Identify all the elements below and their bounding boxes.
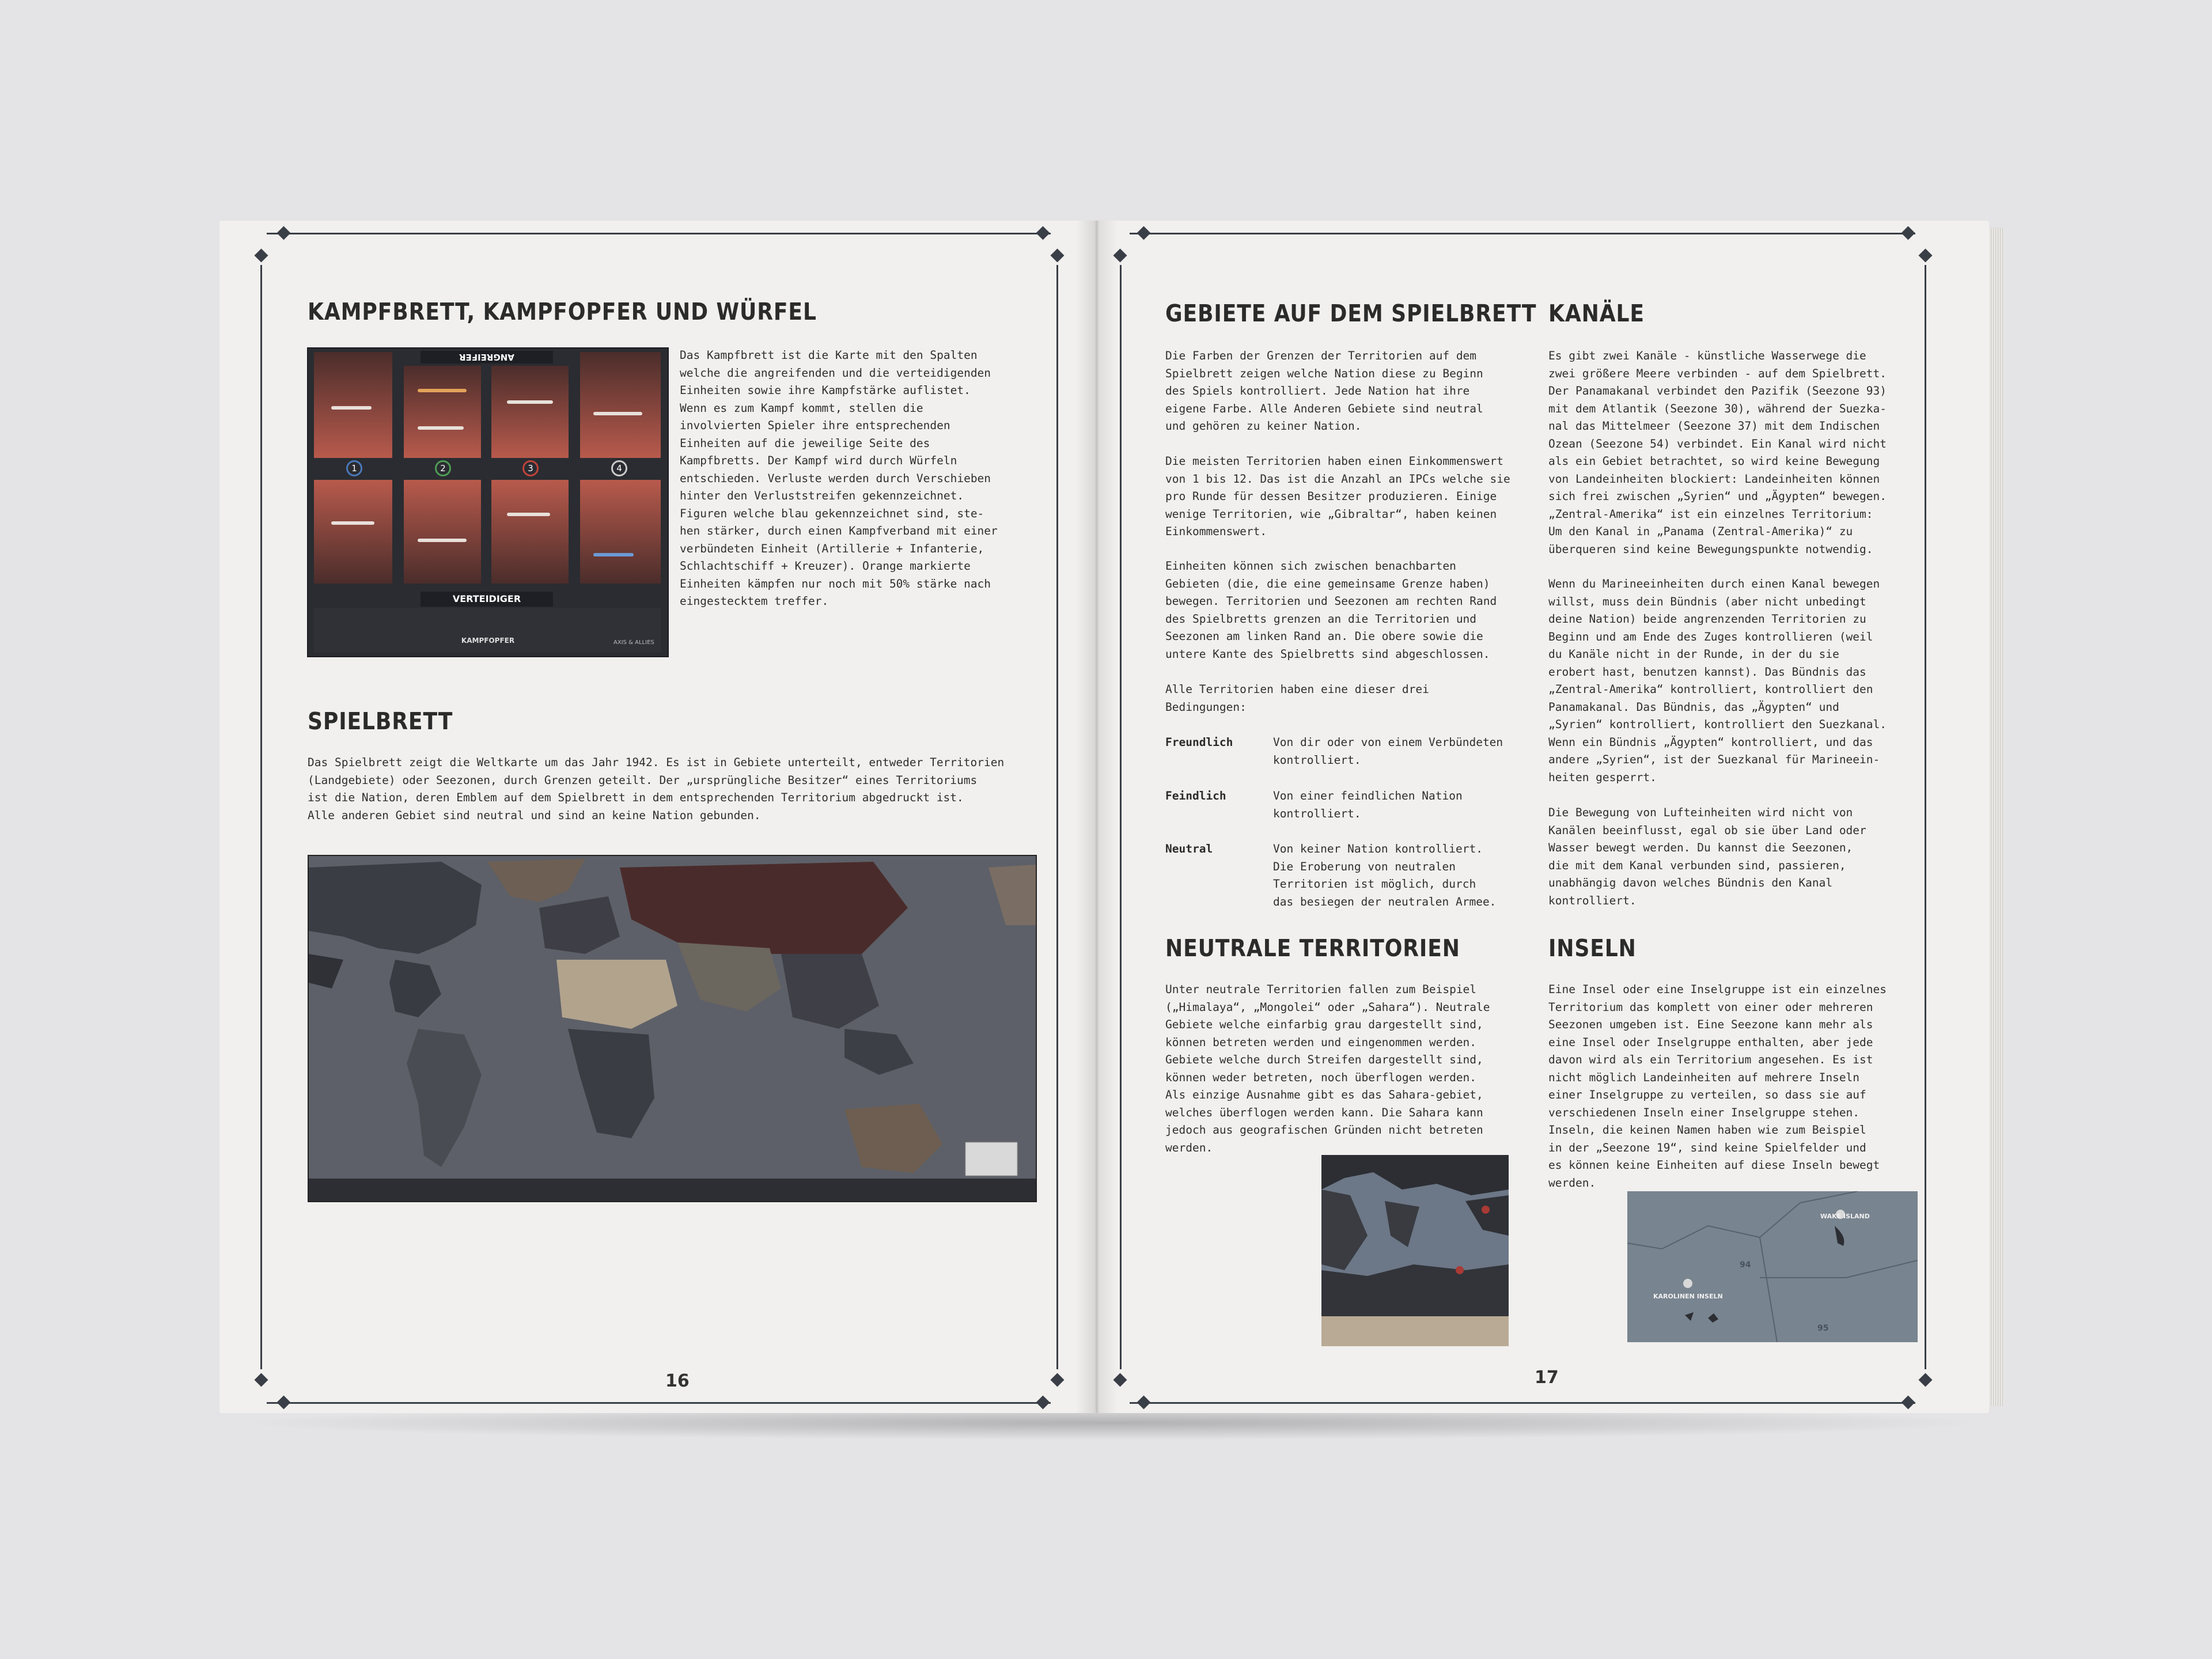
- map-label-wake-island: WAKE ISLAND: [1820, 1213, 1870, 1220]
- kampfbrett-top-label: ANGREIFER: [421, 351, 553, 363]
- frame-top-line: [267, 233, 1051, 234]
- section-title-neutrale: NEUTRALE TERRITORIEN: [1165, 934, 1460, 962]
- kampfbrett-defense-column: [491, 480, 569, 584]
- page-number-left: 16: [665, 1371, 690, 1391]
- section-title-spielbrett: SPIELBRETT: [308, 707, 453, 735]
- kampfbrett-attack-column: [314, 352, 392, 458]
- kampfbrett-number: 2: [435, 460, 451, 476]
- neutrale-description: Unter neutrale Territorien fallen zum Beispiel („Himalaya“, „Mongolei“ oder „Sahara“). Neutrale Gebiete welche einfarbig grau dargestellt sind, können betreten werden und eingenommen werden. Gebiete welche durch Streifen dargestellt sind, können weder betreten, noch überflogen werden. Als einzige Ausnahme gibt es das Sahara-gebiet, welches überflogen werden kann. Die Sahara kann jedoch aus geografischen Gründen nicht betreten werden.: [1165, 983, 1490, 1154]
- map-label-karolinen: KAROLINEN INSELN: [1653, 1293, 1723, 1300]
- pacific-islands-map-image: [1627, 1191, 1918, 1342]
- inseln-description: Eine Insel oder eine Inselgruppe ist ein einzelnes Territorium das komplett von einer oder mehreren Seezonen umgeben ist. Eine Seezone kann mehr als eine Insel oder Inselgruppe enthalten, aber jede davon wird als ein Territorium angesehen. Es ist nicht möglich Landeinheiten auf mehrere Inseln einer Inselgruppe zu verteilen, so dass sie auf verschiedenen Inseln einer Inselgruppe stehen. Inseln, die keinen Namen haben wie zum Beispiel in der „Seezone 19“, sind keine Spielfelder und es können keine Einheiten auf diese Inseln bewegt werden.: [1548, 983, 1887, 1190]
- gebiete-paragraph-1: Die Farben der Grenzen der Territorien auf dem Spielbrett zeigen welche Nation diese zu Beginn des Spiels kontrolliert. Jede Nation hat ihre eigene Farbe. Alle Anderen Gebiete sind neutral und gehören zu keiner Nation.: [1165, 349, 1483, 433]
- frame-top-line: [1130, 233, 1915, 234]
- unit-silhouette: [418, 389, 467, 392]
- kampfbrett-attack-column: [491, 366, 569, 458]
- kampfbrett-bottom-label: VERTEIDIGER: [421, 592, 553, 607]
- world-map-graphic: [309, 856, 1036, 1201]
- section-title-kampfbrett: KAMPFBRETT, KAMPFOPFER UND WÜRFEL: [308, 298, 817, 325]
- section-title-gebiete: GEBIETE AUF DEM SPIELBRETT: [1165, 300, 1537, 327]
- spielbrett-description: Das Spielbrett zeigt die Weltkarte um das Jahr 1942. Es ist in Gebiete unterteilt, entweder Territorien (Landgebiete) oder Seezonen, durch Grenzen geteilt. Der „ursprüngliche Besitzer“ eines Territoriums ist die Nation, deren Emblem auf dem Spielbrett in dem entsprechenden Territorium abgedruckt ist. Alle anderen Gebiet sind neutral und sind an keine Nation gebunden.: [308, 756, 1005, 822]
- pacific-map-graphic: [1627, 1191, 1918, 1342]
- frame-bottom-line: [267, 1402, 1051, 1404]
- map-label-seezone: 94: [1740, 1260, 1751, 1270]
- unit-silhouette: [593, 553, 634, 556]
- unit-silhouette: [331, 406, 372, 410]
- kanaele-paragraph-3: Die Bewegung von Lufteinheiten wird nicht von Kanälen beeinflusst, egal ob sie über Land oder Wasser bewegt werden. Du kannst die Seezonen, die mit dem Kanal verbunden sind, passieren, unabhängig davon welches Bündnis den Kanal kontrolliert.: [1548, 806, 1866, 907]
- kampfbrett-attack-column: [404, 366, 481, 458]
- world-map-image: [308, 855, 1037, 1202]
- unit-silhouette: [331, 521, 374, 525]
- kampfopfer-area: [314, 608, 661, 653]
- mediterranean-map-image: [1321, 1155, 1509, 1346]
- condition-term: Freundlich: [1165, 736, 1233, 749]
- frame-right-line: [1056, 265, 1058, 1369]
- page-stack-edge: [1989, 228, 2004, 1406]
- condition-definition: Von keiner Nation kontrolliert. Die Eroberung von neutralen Territorien ist möglich, durch das besiegen der neutralen Armee.: [1273, 842, 1497, 908]
- unit-silhouette: [507, 513, 550, 516]
- condition-term: Neutral: [1165, 842, 1213, 855]
- kampfopfer-label: KAMPFOPFER: [461, 637, 515, 645]
- section-title-inseln: INSELN: [1548, 934, 1637, 962]
- unit-silhouette: [418, 426, 464, 430]
- game-logo: AXIS & ALLIES: [613, 639, 654, 646]
- kanaele-paragraph-2: Wenn du Marineeinheiten durch einen Kanal bewegen willst, muss dein Bündnis (aber nicht unbedingt deine Nation) beide angrenzenden Territorien zu Beginn und am Ende des Zuges kontrollieren (weil du Kanäle nicht in der Runde, in der du sie erobert hast, benutzen kannst). Das Bündnis das „Zentral-Amerika“ kontrolliert, kontrolliert den Panamakanal. Das Bündnis, das „Ägypten“ und „Syrien“ kontrolliert, kontrolliert den Suezkanal. Wenn ein Bündnis „Ägypten“ kontrolliert, und das andere „Syrien“, ist der Suezkanal für Marineein- heiten gesperrt.: [1548, 577, 1887, 784]
- kampfbrett-defense-column: [404, 480, 481, 584]
- unit-silhouette: [418, 539, 467, 542]
- condition-definition: Von einer feindlichen Nation kontrolliert.: [1273, 789, 1463, 820]
- condition-definition: Von dir oder von einem Verbündeten kontrolliert.: [1273, 736, 1503, 767]
- kampfbrett-defense-column: [314, 480, 392, 584]
- kampfbrett-description: Das Kampfbrett ist die Karte mit den Spalten welche die angreifenden und die verteidigenden Einheiten sowie ihre Kampfstärke auflistet. Wenn es zum Kampf kommt, stellen die involvierten Spieler ihre entsprechenden Einheiten auf die jeweilige Seite des Kampfbretts. Der Kampf wird durch Würfeln entschieden. Verluste werden durch Verschieben hinter den Verluststreifen gekennzeichnet. Figuren welche blau gekennzeichnet sind, ste- hen stärker, durch einen Kampfverband mit einer verbündeten Einheit (Artillerie + Infanterie, Schlachtschiff + Kreuzer). Orange markierte Einheiten kämpfen nur noch mit 50% stärke nach eingestecktem treffer.: [680, 349, 998, 608]
- page-number-right: 17: [1535, 1368, 1559, 1388]
- frame-right-line: [1925, 265, 1926, 1369]
- unit-silhouette: [593, 412, 642, 415]
- condition-term: Feindlich: [1165, 789, 1226, 802]
- mediterranean-map-graphic: [1321, 1155, 1509, 1346]
- gebiete-paragraph-2: Die meisten Territorien haben einen Einkommenswert von 1 bis 12. Das ist die Anzahl an IPCs welche sie pro Runde für dessen Besitzer produzieren. Einige wenige Territorien, wie „Gibraltar“, haben keinen Einkommenswert.: [1165, 454, 1510, 538]
- kampfbrett-number: 3: [522, 460, 539, 476]
- frame-left-line: [260, 265, 262, 1369]
- kampfbrett-number: 1: [346, 460, 362, 476]
- frame-left-line: [1120, 265, 1122, 1369]
- book-gutter: [1076, 221, 1118, 1413]
- gebiete-paragraph-3: Einheiten können sich zwischen benachbarten Gebieten (die, die eine gemeinsame Grenze haben) bewegen. Territorien und Seezonen am rechten Rand des Spielbretts grenzen an die Territorien und Seezonen am linken Rand an. Die obere sowie die untere Kante des Spielbretts sind abgeschlossen.: [1165, 559, 1497, 661]
- kampfbrett-defense-column: [580, 480, 661, 584]
- frame-bottom-line: [1130, 1402, 1915, 1404]
- map-label-seezone: 95: [1817, 1324, 1829, 1333]
- kampfbrett-image: [307, 347, 669, 657]
- kampfbrett-number: 4: [611, 460, 627, 476]
- section-title-kanaele: KANÄLE: [1548, 300, 1645, 327]
- kanaele-paragraph-1: Es gibt zwei Kanäle - künstliche Wasserwege die zwei größere Meere verbinden - auf dem Spielbrett. Der Panamakanal verbindet den Pazifik (Seezone 93) mit dem Atlantik (Seezone 30), während der Suezka- nal das Mittelmeer (Seezone 37) mit dem Indischen Ozean (Seezone 54) verbindet. Ein Kanal wird nicht als ein Gebiet betrachtet, so wird keine Bewegung von Landeinheiten blockiert: Landeinheiten können sich frei zwischen „Syrien“ und „Ägypten“ bewegen. „Zentral-Amerika“ ist ein einzelnes Territorium: Um den Kanal in „Panama (Zentral-Amerika)“ zu überqueren sind keine Bewegungspunkte notwendig.: [1548, 349, 1887, 556]
- unit-silhouette: [507, 400, 553, 404]
- gebiete-paragraph-4: Alle Territorien haben eine dieser drei Bedingungen:: [1165, 683, 1429, 714]
- kampfbrett-attack-column: [580, 352, 661, 458]
